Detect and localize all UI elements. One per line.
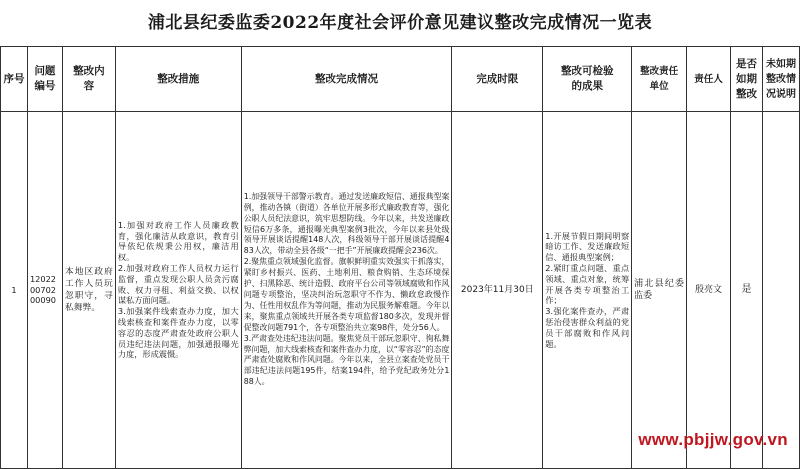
cell-done: 是: [731, 112, 763, 469]
cell-results: 1.开展节假日期间明察暗访工作、发送廉政短信、通报典型案例； 2.紧盯重点问题、重点领域、重点对象，统筹开展各类专项整治工作； 3.强化案件查办，严肃惩治侵害群众利益的党员干部腐败和作风问题。: [543, 112, 632, 469]
page-title: 浦北县纪委监委2022年度社会评价意见建议整改完成情况一览表: [147, 13, 653, 33]
cell-reason: [762, 112, 799, 469]
header-unit: 整改责任 单位: [632, 47, 687, 112]
cell-completion: 1.加强领导干部警示教育。通过发送廉政短信、通报典型案例，推动各镇（街道）各单位开展多形式廉政教育等，强化公职人员纪法意识，筑牢思想防线。今年以来，共发送廉政短信6万多条，通报曝光典型案例3批次，今年以来县处级领导开展谈话提醒148人次，科级领导干部开展谈话提醒483人次，带动全县各级“一把手”开展廉政提醒会236次。 2.聚焦重点领域强化监督。旗帜鲜明重实效强实干抓落实，紧盯乡村振兴、医药、土地利用、粮食购销、生态环境保护、扫黑除恶、统计造假、政府平台公司等领域腐败和作风问题专项整治，坚决纠治玩忽职守不作为、懒政怠政慢作为、任性用权乱作为等问题，推动为民服务解难题。今年以来，聚焦重点领域共开展各类专项监督180多次，发现并督促整改问题791个，各专项整治共立案98件，处分56人。 3.严肃查处违纪违法问题。聚焦党员干部玩忽职守、徇私舞弊问题，加大线索核查和案件查办力度，以“零容忍”的态度严肃查处腐败和作风问题。今年以来，全县立案查处党员干部违纪违法问题195件，结案194件，给予党纪政务处分188人。: [241, 112, 452, 469]
header-completion: 整改完成情况: [241, 47, 452, 112]
header-seq: 序号: [1, 47, 28, 112]
cell-issue-no: 120220070200090: [27, 112, 62, 469]
cell-person: 殷亮文: [687, 112, 731, 469]
header-reason: 未如期 整改情 况说明: [762, 47, 799, 112]
header-results: 整改可检验 的成果: [543, 47, 632, 112]
header-deadline: 完成时限: [452, 47, 543, 112]
cell-seq: 1: [1, 112, 28, 469]
header-person: 责任人: [687, 47, 731, 112]
site-watermark: www.pbjjw.gov.vn: [638, 430, 788, 449]
header-measures: 整改措施: [115, 47, 241, 112]
table-row: [1, 112, 800, 469]
rectification-table: [0, 46, 800, 469]
cell-measures: 1.加强对政府工作人员廉政教育，强化廉洁从政意识，教育引导依纪依规秉公用权，廉洁用权。 2.加强对政府工作人员权力运行监督，重点发现公职人员贪污腐败、权力寻租、利益交换、以权谋私方面问题。 3.加强案件线索查办力度，加大线索核查和案件查办力度，以零容忍的态度严肃查处政府公职人员违纪违法问题，加强通报曝光力度，形成震慑。: [115, 112, 241, 469]
header-issue-no: 问题 编号: [27, 47, 62, 112]
header-content: 整改内 容: [62, 47, 115, 112]
header-done: 是否 如期 整改: [731, 47, 763, 112]
cell-content: 本地区政府工作人员玩忽职守，寻私舞弊。: [62, 112, 115, 469]
header-row: [1, 47, 800, 112]
cell-unit: 浦北县纪委监委: [632, 112, 687, 469]
cell-deadline: 2023年11月30日: [452, 112, 543, 469]
